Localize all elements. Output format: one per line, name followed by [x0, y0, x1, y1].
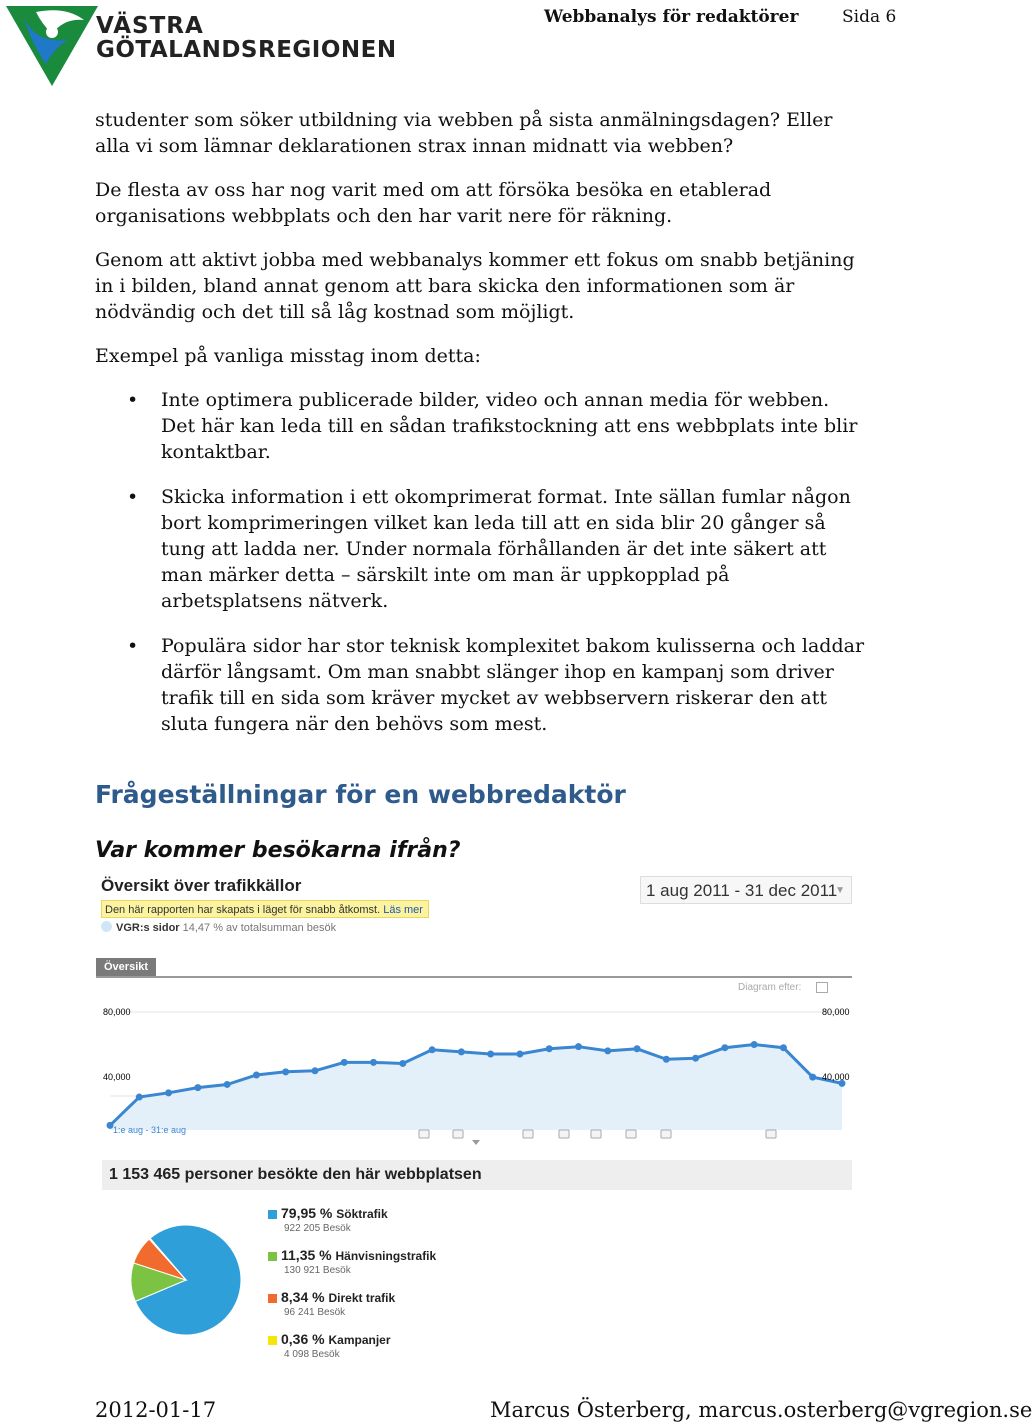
data-point[interactable] [136, 1094, 143, 1101]
y-tick-left: 80,000 [103, 1007, 131, 1017]
legend-visits: 922 205 Besök [284, 1223, 351, 1234]
bullet-icon: • [127, 486, 139, 508]
legend-label: Hänvisningstrafik [335, 1249, 437, 1263]
data-point[interactable] [663, 1056, 670, 1063]
body-text [95, 107, 865, 756]
legend-entry [281, 1247, 436, 1263]
legend-percent: 8,34 % [281, 1289, 325, 1305]
segment-share: 14,47 % av totalsumman besök [182, 922, 337, 934]
report-title: Översikt över trafikkällor [101, 876, 302, 895]
legend-swatch [268, 1336, 277, 1345]
data-point[interactable] [458, 1048, 465, 1055]
date-range-value: 1 aug 2011 - 31 dec 2011 [646, 881, 838, 900]
legend-label: Söktrafik [336, 1207, 388, 1221]
data-point[interactable] [780, 1044, 787, 1051]
chart-by-label: Diagram efter: [738, 982, 802, 993]
legend-visits: 130 921 Besök [284, 1265, 351, 1276]
legend-entry [281, 1289, 395, 1305]
data-point[interactable] [575, 1043, 582, 1050]
data-point[interactable] [604, 1047, 611, 1054]
data-point[interactable] [194, 1084, 201, 1091]
area-fill [110, 1045, 842, 1131]
mistakes-list [95, 387, 865, 737]
footer-author: Marcus Österberg, marcus.osterberg@vgregion.se [490, 1398, 1032, 1422]
segment-name: VGR:s sidor [116, 922, 180, 934]
legend-percent: 11,35 % [281, 1247, 332, 1263]
section-heading: Frågeställningar för en webbredaktör [95, 780, 626, 809]
chart-type-icon[interactable] [816, 982, 828, 993]
paragraph: Genom att aktivt jobba med webbanalys kommer ett fokus om snabb betjäning in i bilden, bland annat genom att bara skicka den informationen som är nödvändig och det till så låg kostnad som möjligt. [95, 249, 855, 323]
y-tick-right: 40,000 [822, 1072, 850, 1082]
annotation-icon[interactable] [591, 1130, 601, 1138]
data-point[interactable] [634, 1045, 641, 1052]
legend-percent: 0,36 % [281, 1331, 325, 1347]
legend-swatch [268, 1252, 277, 1261]
bullet-icon: • [127, 635, 139, 657]
annotation-icon[interactable] [661, 1130, 671, 1138]
footer-date: 2012-01-17 [95, 1398, 217, 1422]
legend-label: Direkt trafik [328, 1291, 396, 1305]
annotation-icon[interactable] [626, 1130, 636, 1138]
list-item [95, 484, 865, 614]
data-point[interactable] [721, 1044, 728, 1051]
tab-overview[interactable]: Översikt [96, 958, 156, 976]
data-point[interactable] [341, 1059, 348, 1066]
data-point[interactable] [751, 1041, 758, 1048]
list-item-text: Skicka information i ett okomprimerat format. Inte sällan fumlar någon bort komprimeringen vilket kan leda till att en sida blir 20 gånger så tung att ladda ner. Under normala förhållanden är det inte säkert att man märker detta – särskilt inte om man är uppkopplad på arbetsplatsens nätverk. [161, 486, 851, 612]
paragraph: De flesta av oss har nog varit med om att försöka besöka en etablerad organisations webbplats och den har varit nere för räkning. [95, 179, 772, 227]
y-tick-left: 40,000 [103, 1072, 131, 1082]
traffic-sources-pie [128, 1222, 248, 1342]
organization-wordmark [96, 14, 397, 62]
annotation-icon[interactable] [419, 1130, 429, 1138]
legend-swatch [268, 1210, 277, 1219]
legend-visits: 4 098 Besök [284, 1349, 340, 1360]
date-range-picker[interactable] [640, 876, 852, 904]
quick-access-notice [101, 900, 429, 918]
total-visitors-bar: 1 153 465 personer besökte den här webbplatsen [102, 1160, 852, 1190]
segment-info [101, 921, 336, 934]
y-tick-right: 80,000 [822, 1007, 850, 1017]
list-item [95, 387, 865, 465]
logo-line-1: VÄSTRA [96, 13, 204, 39]
list-item-text: Populära sidor har stor teknisk komplexitet bakom kulisserna och laddar därför långsamt. Om man snabbt slänger ihop en kampanj som driver trafik till en sida som kräver mycket av webbservern riskerar den att sluta fungera när den behövs som mest. [161, 635, 865, 735]
annotation-icon[interactable] [559, 1130, 569, 1138]
page-number: Sida 6 [842, 7, 897, 27]
annotation-icon[interactable] [766, 1130, 776, 1138]
data-point[interactable] [311, 1067, 318, 1074]
read-more-link[interactable]: Läs mer [383, 904, 423, 916]
chevron-down-icon: ▼ [835, 885, 845, 896]
data-point[interactable] [165, 1089, 172, 1096]
tab-divider [96, 976, 852, 978]
data-point[interactable] [809, 1074, 816, 1081]
sub-heading: Var kommer besökarna ifrån? [95, 838, 461, 863]
list-item [95, 633, 865, 737]
annotation-icon[interactable] [453, 1130, 463, 1138]
region-logo-icon [6, 4, 98, 88]
data-point[interactable] [370, 1059, 377, 1066]
data-point[interactable] [282, 1068, 289, 1075]
logo-line-2: GÖTALANDSREGIONEN [96, 37, 397, 63]
legend-swatch [268, 1294, 277, 1303]
legend-entry [281, 1331, 391, 1347]
data-point[interactable] [546, 1045, 553, 1052]
visits-area-chart [96, 996, 856, 1148]
document-title: Webbanalys för redaktörer [544, 7, 799, 27]
bullet-icon: • [127, 389, 139, 411]
slider-handle-icon[interactable] [472, 1140, 480, 1145]
legend-percent: 79,95 % [281, 1205, 333, 1221]
list-item-text: Inte optimera publicerade bilder, video och annan media för webben. Det här kan leda till en sådan trafikstockning att ens webbplats inte blir kontaktbar. [161, 389, 858, 463]
x-range-label: 1:e aug - 31:e aug [113, 1125, 187, 1135]
data-point[interactable] [429, 1046, 436, 1053]
legend-entry [281, 1205, 388, 1221]
paragraph: studenter som söker utbildning via webben på sista anmälningsdagen? Eller alla vi som lämnar deklarationen strax innan midnatt via webben? [95, 109, 833, 157]
data-point[interactable] [516, 1051, 523, 1058]
data-point[interactable] [224, 1081, 231, 1088]
legend-visits: 96 241 Besök [284, 1307, 346, 1318]
data-point[interactable] [399, 1060, 406, 1067]
notice-text: Den här rapporten har skapats i läget för snabb åtkomst. [105, 904, 381, 916]
annotation-icon[interactable] [523, 1130, 533, 1138]
paragraph: Exempel på vanliga misstag inom detta: [95, 345, 481, 367]
segment-pie-icon [101, 921, 112, 932]
data-point[interactable] [692, 1055, 699, 1062]
legend-label: Kampanjer [328, 1333, 391, 1347]
data-point[interactable] [487, 1051, 494, 1058]
data-point[interactable] [253, 1072, 260, 1079]
